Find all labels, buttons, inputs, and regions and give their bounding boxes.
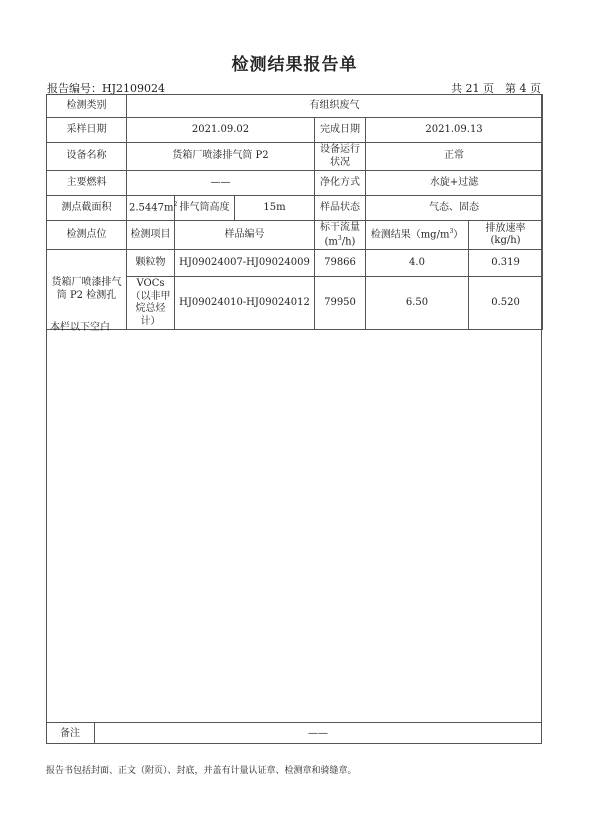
remark-row <box>46 722 542 744</box>
rate-cell: 0.520 <box>469 277 543 330</box>
completion-date: 2021.09.13 <box>366 118 543 143</box>
col-point-header: 检测点位 <box>47 221 127 250</box>
stack-height-value: 15m <box>235 196 315 221</box>
col-result-header: 检测结果$(mg/m^3)$ <box>366 221 469 250</box>
row-equipment <box>47 143 543 171</box>
fuel-label: 主要燃料 <box>47 171 127 196</box>
item-cell: VOCs（以非甲烷总烃计） <box>127 277 175 330</box>
flow-cell: 79866 <box>315 250 366 277</box>
category-value: 有组织废气 <box>127 95 543 118</box>
row-dates <box>47 118 543 143</box>
col-sample-no-header: 样品编号 <box>175 221 315 250</box>
item-cell: 颗粒物 <box>127 250 175 277</box>
remark-label: 备注 <box>46 723 95 744</box>
sample-no-cell: HJ09024007-HJ09024009 <box>175 250 315 277</box>
document-title: 检测结果报告单 <box>231 55 358 75</box>
point-value: 货箱厂喷漆排气筒 P2 检测孔 <box>47 250 127 330</box>
col-flow-header: 标干流量$(m^3/h)$ <box>315 221 366 250</box>
table-row <box>47 250 543 277</box>
col-rate-header: 排放速率(kg/h) <box>469 221 543 250</box>
sampling-date-label: 采样日期 <box>47 118 127 143</box>
blank-note: 本栏以下空白 <box>50 322 110 333</box>
footnote: 报告书包括封面、正文（附页）、封底，并盖有计量认证章、检测章和骑缝章。 <box>46 766 357 776</box>
sample-state-label: 样品状态 <box>315 196 366 221</box>
equipment-label: 设备名称 <box>47 143 127 171</box>
col-item-header: 检测项目 <box>127 221 175 250</box>
row-category <box>47 95 543 118</box>
row-column-headers <box>47 221 543 250</box>
purification-value: 水旋+过滤 <box>366 171 543 196</box>
section-area-label: 测点截面积 <box>47 196 127 221</box>
sample-no-cell: HJ09024010-HJ09024012 <box>175 277 315 330</box>
purification-label: 净化方式 <box>315 171 366 196</box>
section-area-value: $2.5447m^2$ <box>127 196 175 221</box>
result-cell: 4.0 <box>366 250 469 277</box>
equipment-value: 货箱厂喷漆排气筒 P2 <box>127 143 315 171</box>
report-number: 报告编号：HJ2109024 <box>47 82 165 95</box>
completion-date-label: 完成日期 <box>315 118 366 143</box>
rate-cell: 0.319 <box>469 250 543 277</box>
page-info: 共 21 页 第 4 页 <box>451 82 541 95</box>
row-fuel <box>47 171 543 196</box>
row-section <box>47 196 543 221</box>
category-label: 检测类别 <box>47 95 127 118</box>
remark-value: —— <box>308 728 328 739</box>
sampling-date: 2021.09.02 <box>127 118 315 143</box>
fuel-value: —— <box>127 171 315 196</box>
stack-height-label: 排气筒高度 <box>175 196 235 221</box>
result-table <box>46 94 543 330</box>
result-cell: 6.50 <box>366 277 469 330</box>
equipment-status-label: 设备运行状况 <box>315 143 366 171</box>
sample-state-value: 气态、固态 <box>366 196 543 221</box>
equipment-status: 正常 <box>366 143 543 171</box>
flow-cell: 79950 <box>315 277 366 330</box>
